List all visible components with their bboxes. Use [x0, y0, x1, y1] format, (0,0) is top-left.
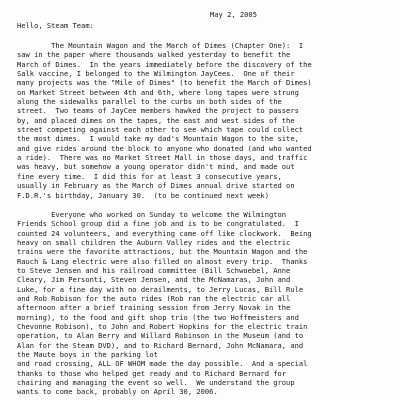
text-line: operation, to Alan Berry and Willard Robinson in the Museum (and to	[17, 331, 304, 341]
text-line: and Rob Robison for the auto rides (Rob ran the electric car all	[17, 293, 291, 303]
text-line: fine every time. I did this for at least 3 consecutive years,	[17, 171, 282, 181]
text-line: heavy on small children the Auburn Valley rides and the electric	[17, 237, 291, 247]
text-line: counted 24 volunteers, and everything came off like clockwork. Being	[17, 228, 312, 238]
text-line: trains were the favorite attractions, but the Mountain Wagon and the	[17, 247, 308, 257]
text-line: many projects was the "Mile of Dimes" (to benefit the March of Dimes)	[17, 78, 312, 88]
text-line: the Maute boys in the parking lot	[17, 350, 158, 359]
text-line: wants to come back, probably on April 30, 2006.	[17, 387, 218, 397]
text-line: the most dimes. I would take my dad's Mountain Wagon to the site,	[17, 134, 299, 144]
letter-greeting: Hello, Steam Team:	[17, 21, 94, 30]
paragraph-mountain-wagon	[17, 41, 390, 200]
text-line: morning), to the food and gift shop trio (the two Hoffmeisters and	[17, 312, 299, 322]
text-line: was heavy, but somehow a young operator didn't mind, and made out	[17, 162, 295, 172]
text-line: and give rides around the block to anyone who donated (and who wanted	[17, 143, 312, 153]
text-line: on Market Street between 4th and 6th, where long tapes were strung	[17, 87, 299, 97]
text-line: Rauch & Lang electric were also filled on almost every trip. Thanks	[17, 256, 308, 266]
text-line: saw in the paper where thousands walked yesterday to benefit the	[17, 50, 291, 60]
text-line: and road crossing, ALL OF WHOM made the day possible. And a special	[17, 359, 308, 369]
text-line: to Steve Jensen and his railroad committee (Bill Schwoebel, Anne	[17, 265, 291, 275]
text-line: Salk vaccine, I belonged to the Wilmington JayCees. One of their	[17, 69, 295, 79]
text-line: usually in February as the March of Dimes annual drive started on	[17, 181, 295, 191]
text-line: Cleary, Jim Personti, Steven Jensen, and the McNamaras, John and	[17, 275, 291, 285]
text-line: March of Dimes. In the years immediately before the discovery of the	[17, 59, 312, 69]
text-line: a ride). There was no Market Street Mall in those days, and traffic	[17, 153, 308, 163]
text-line: Friends School group did a fine job and is to be congratulated. I	[17, 219, 299, 229]
text-line: along the sidewalks parallel to the curbs on both sides of the	[17, 97, 282, 107]
text-line: street competing against each other to see which tape could collect	[17, 125, 304, 135]
text-line: The Mountain Wagon and the March of Dimes (Chapter One): I	[17, 41, 304, 50]
text-line: Luke, for a fine day with no derailments, to Jerry Lucas, Bill Rule	[17, 284, 304, 294]
text-line: Everyone who worked on Sunday to welcome the Wilmington	[17, 209, 287, 219]
letter-date: May 2, 2005	[210, 10, 257, 19]
text-line: by, and placed dimes on the tapes, the east and west sides of the	[17, 115, 295, 125]
text-line: Alan for the Steam DVD), and to Richard Bernard, John McNamara, and	[17, 340, 304, 350]
text-line: Chevonne Robison), to John and Robert Hopkins for the electric train	[17, 321, 308, 331]
text-line: chairing and managing the event so well. We understand the group	[17, 378, 295, 388]
paragraph-friends-school	[17, 210, 390, 397]
text-line: street. Two teams of JayCee members hawked the project to passers	[17, 106, 299, 116]
text-line: thanks to those who helped get ready and to Richard Bernard for	[17, 368, 287, 378]
text-line: afternoon after a brief training session from Jerry Novak in the	[17, 303, 291, 313]
text-line: F.D.R.'s birthday, January 30. (to be continued next week)	[17, 190, 269, 200]
